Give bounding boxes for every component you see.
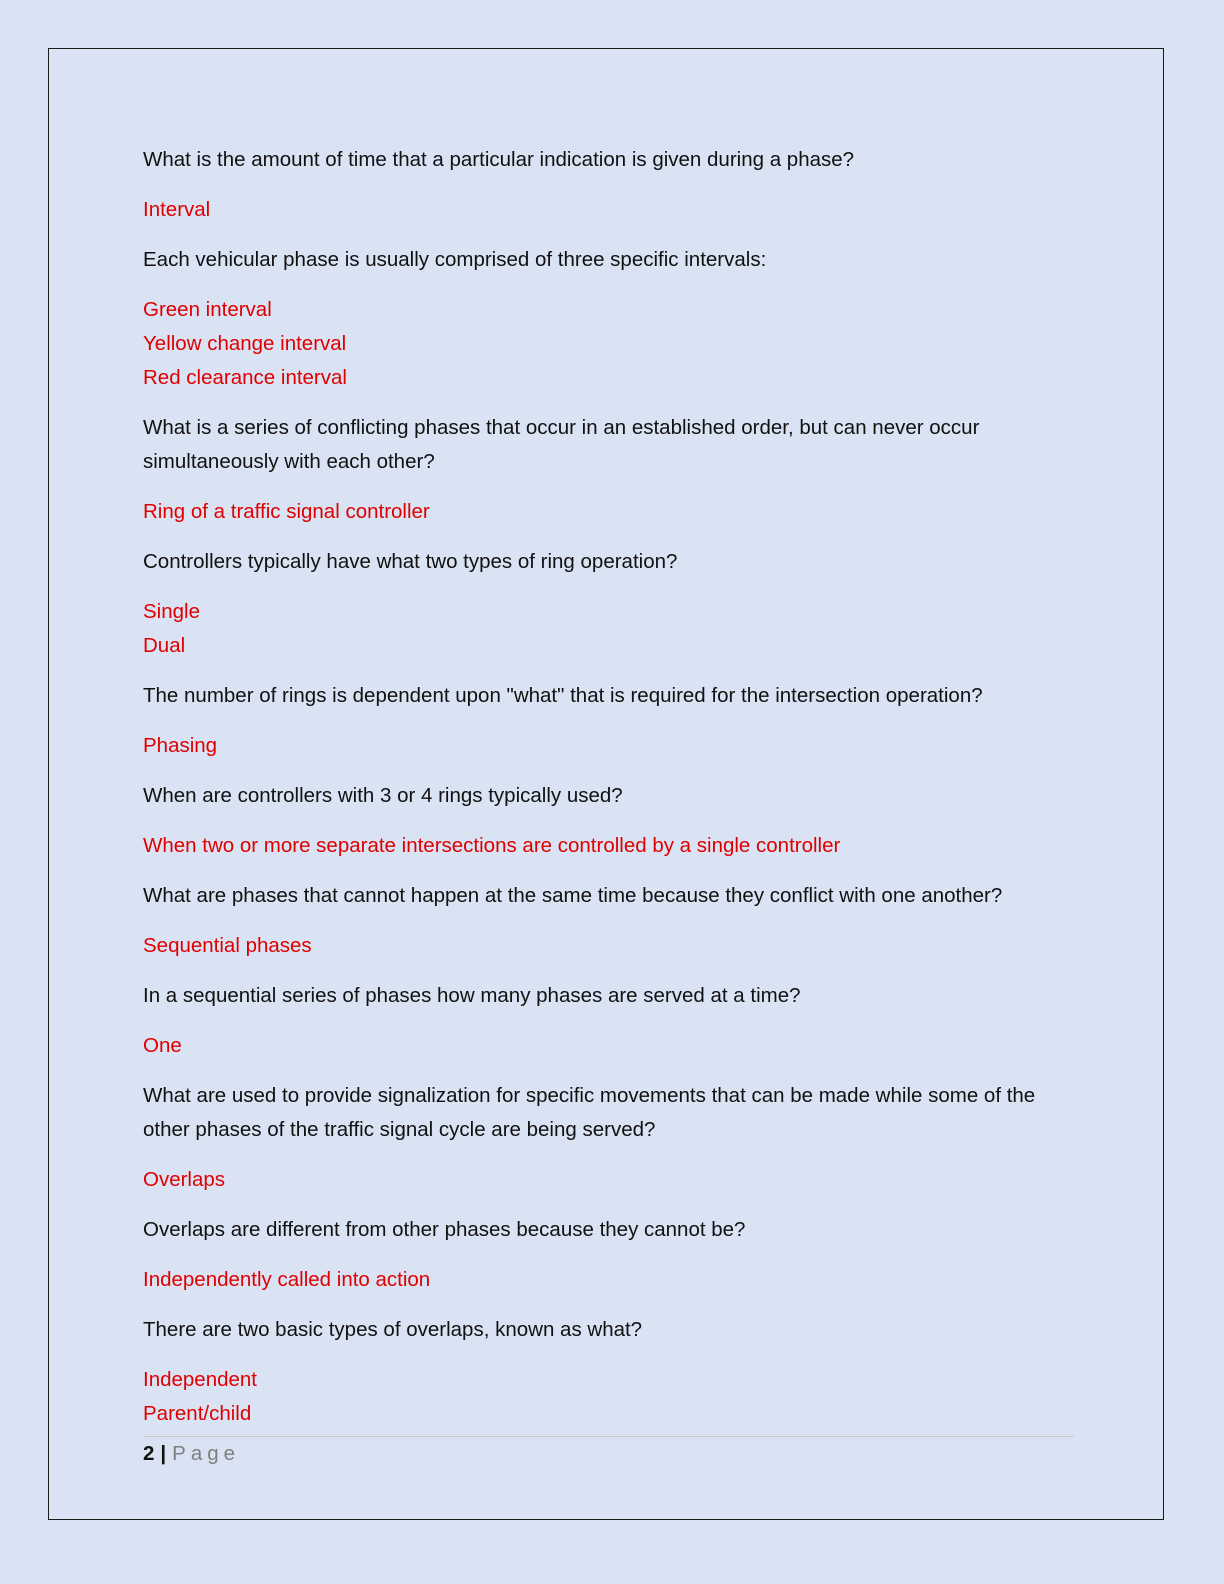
answer-text: When two or more separate intersections are controlled by a single controller [143,834,841,857]
answer-block [143,829,1083,863]
answer-block [143,1263,1083,1297]
question-text: What is the amount of time that a particular indication is given during a phase? [143,148,855,171]
answer-text: Phasing [143,734,218,757]
answer-block [143,193,1083,227]
answer-text: Parent/child [143,1402,252,1425]
answer-text: Dual [143,634,186,657]
page-number: 2 [143,1442,155,1465]
answer-text: Sequential phases [143,934,312,957]
answer-block [143,595,1083,663]
answer-text: Green interval [143,298,272,321]
question-text: Controllers typically have what two types of ring operation? [143,550,678,573]
answer-text: Independently called into action [143,1268,431,1291]
answer-text: Ring of a traffic signal controller [143,500,430,523]
answer-block [143,293,1083,395]
question-text: When are controllers with 3 or 4 rings typically used? [143,784,623,807]
answer-text: Overlaps [143,1168,226,1191]
footer-divider [143,1436,1074,1437]
page-footer [143,1441,240,1467]
answer-block [143,1363,1083,1431]
question-text: Each vehicular phase is usually comprised of three specific intervals: [143,248,767,271]
answer-block [143,929,1083,963]
question-text: In a sequential series of phases how many phases are served at a time? [143,984,801,1007]
answer-text: Red clearance interval [143,366,347,389]
answer-text: Independent [143,1368,258,1391]
document-body [143,143,1083,1447]
answer-text: Single [143,600,200,623]
question-text: There are two basic types of overlaps, known as what? [143,1318,643,1341]
answer-block [143,495,1083,529]
answer-text: One [143,1034,182,1057]
question-text: What are used to provide signalization for specific movements that can be made while some of the other phases of the traffic signal cycle are being served? [143,1084,1036,1141]
answer-block [143,1029,1083,1063]
footer-separator: | [160,1442,167,1465]
answer-text: Yellow change interval [143,332,347,355]
question-text: Overlaps are different from other phases because they cannot be? [143,1218,746,1241]
question-text: What are phases that cannot happen at the same time because they conflict with one another? [143,884,1003,907]
answer-block [143,1163,1083,1197]
page-label: Page [172,1442,241,1465]
answer-text: Interval [143,198,211,221]
question-text: The number of rings is dependent upon "what" that is required for the intersection operation? [143,684,983,707]
question-text: What is a series of conflicting phases that occur in an established order, but can never occur simultaneously with each other? [143,416,980,473]
answer-block [143,729,1083,763]
